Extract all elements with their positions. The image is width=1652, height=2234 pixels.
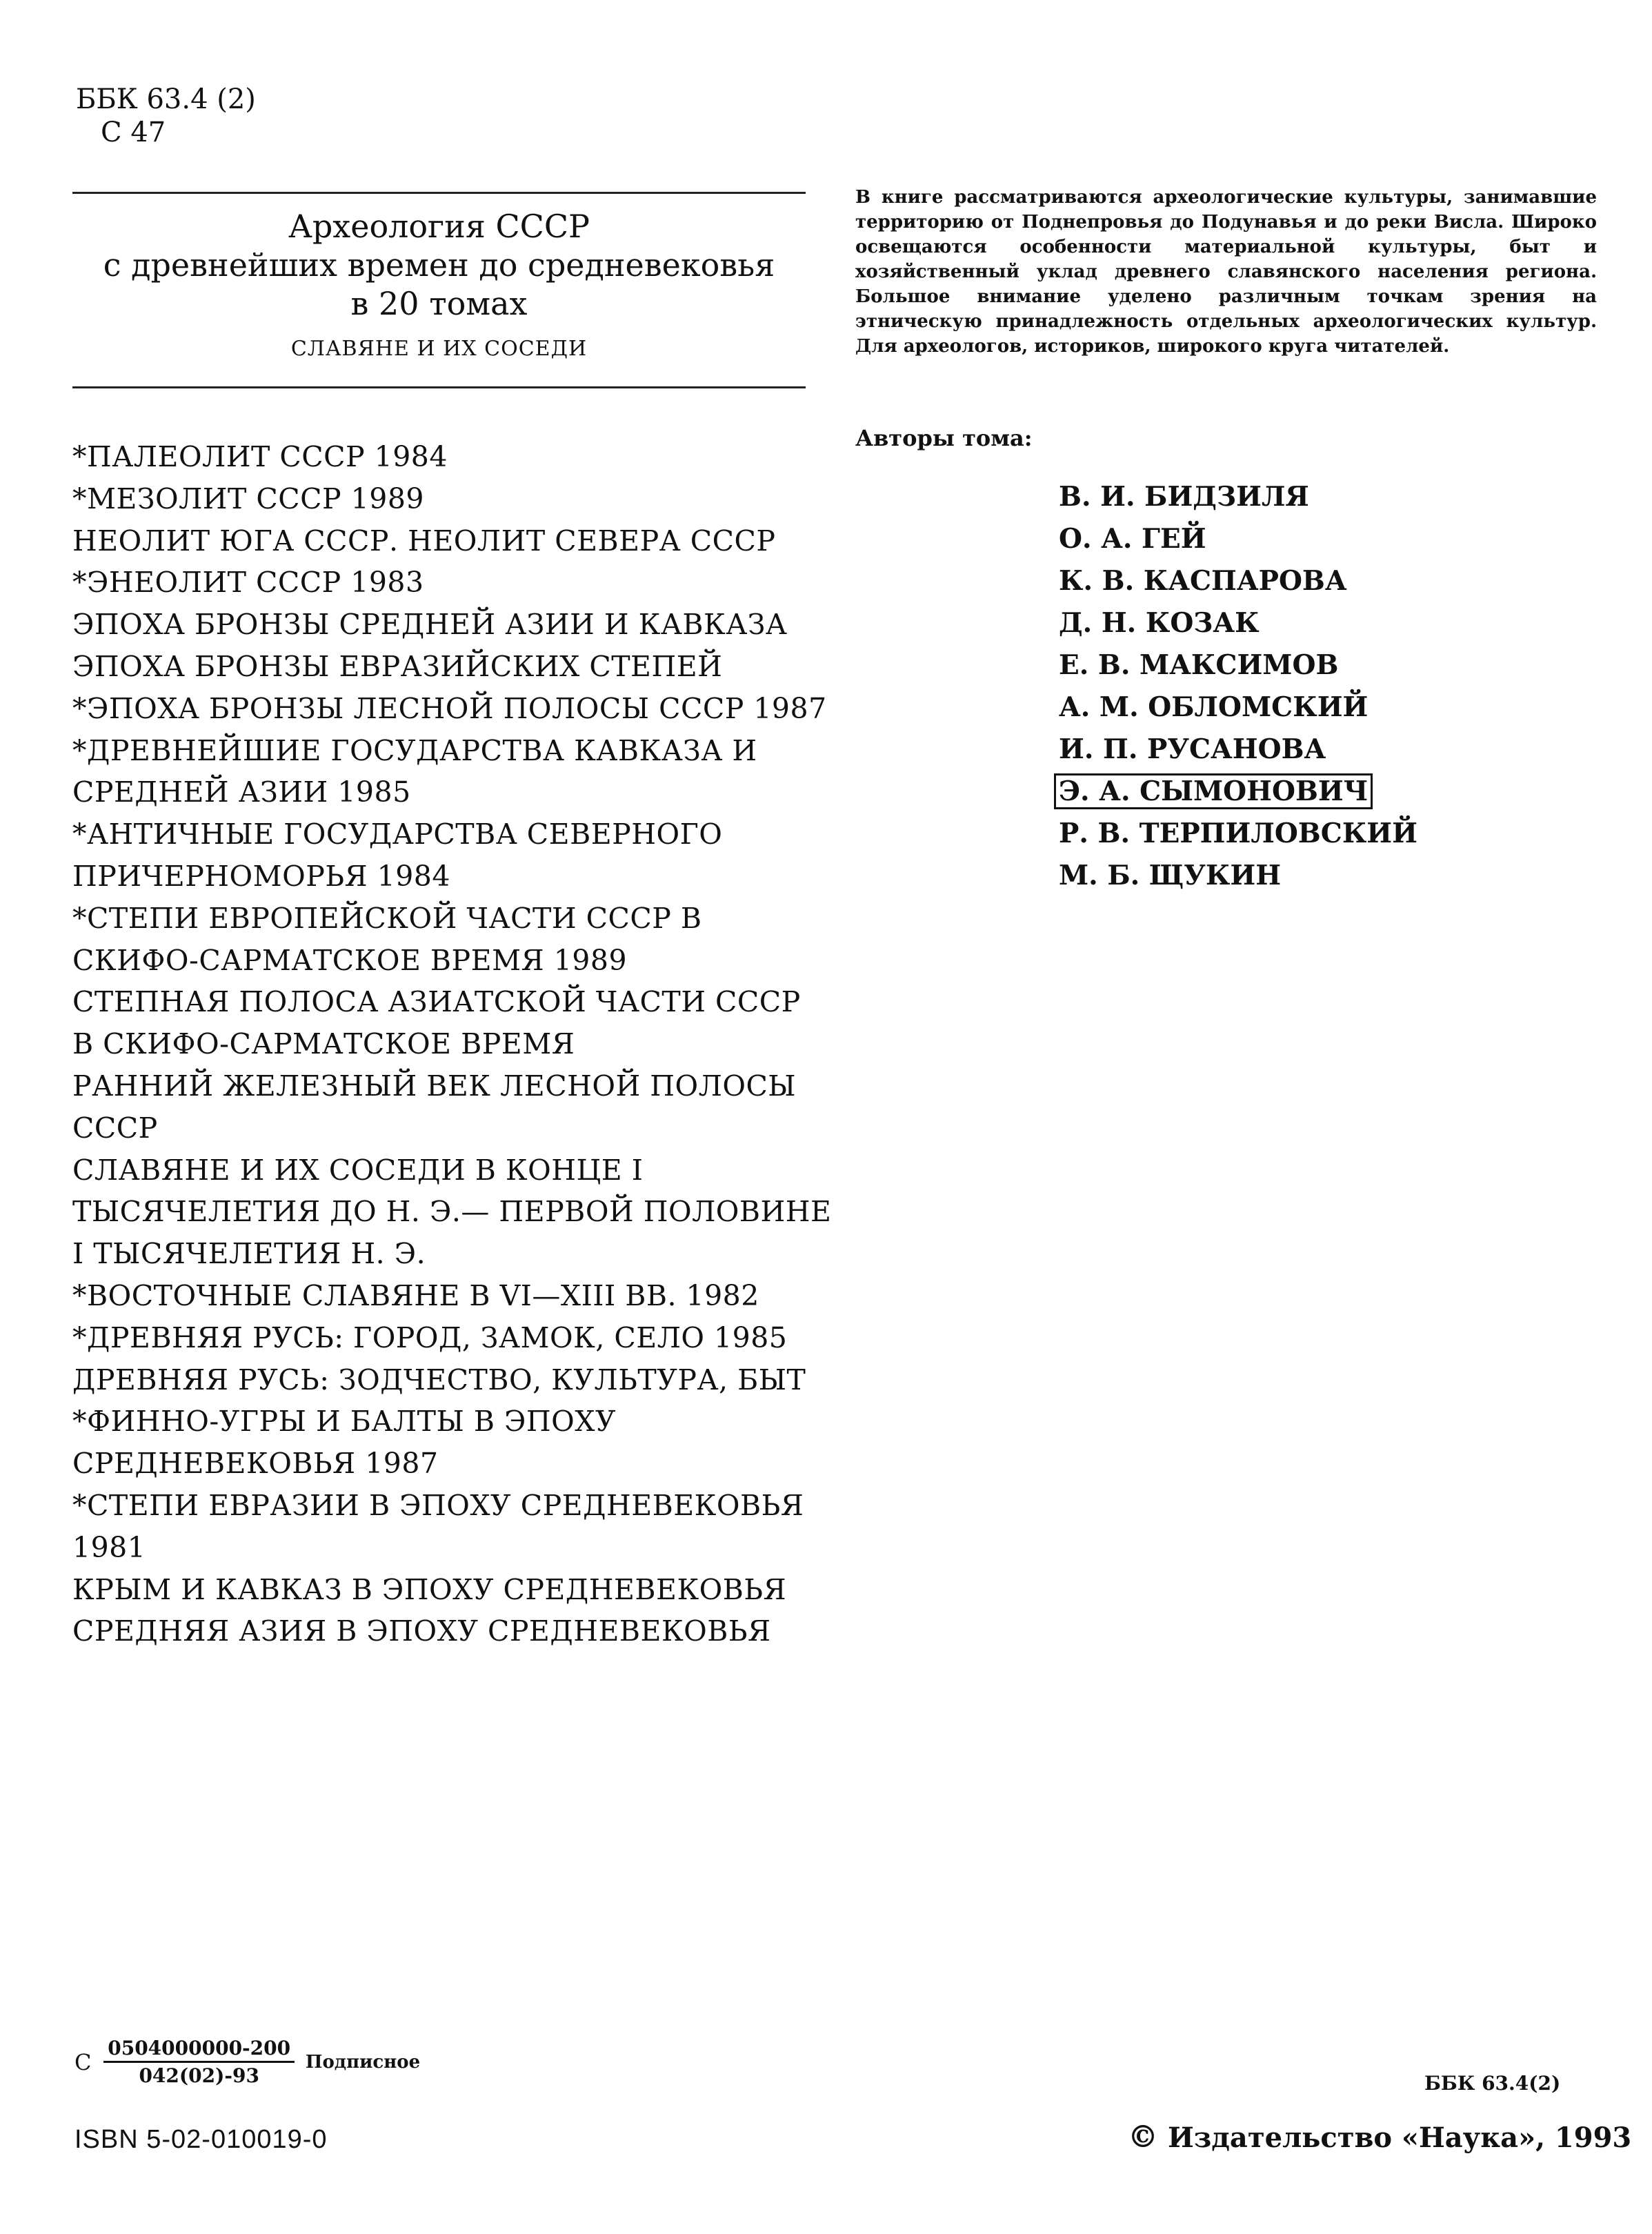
code-denominator: 042(02)-93 bbox=[139, 2064, 259, 2087]
series-title-line-2: с древнейших времен до средневековья bbox=[103, 246, 775, 284]
series-volume-list bbox=[72, 436, 832, 1652]
subscription-label: Подписное bbox=[305, 2051, 421, 2073]
volume-line: *ФИННО-УГРЫ И БАЛТЫ В ЭПОХУ bbox=[72, 1405, 617, 1439]
volume-line: *ДРЕВНЯЯ РУСЬ: ГОРОД, ЗАМОК, СЕЛО 1985 bbox=[72, 1321, 788, 1354]
publication-code bbox=[74, 2037, 420, 2087]
bbk-classification bbox=[76, 83, 256, 149]
authors-list bbox=[1059, 476, 1417, 897]
code-fraction bbox=[103, 2037, 295, 2087]
isbn: ISBN 5-02-010019-0 bbox=[74, 2125, 328, 2154]
volume-line: СТЕПНАЯ ПОЛОСА АЗИАТСКОЙ ЧАСТИ СССР bbox=[72, 985, 801, 1019]
series-title-line-3: в 20 томах bbox=[350, 285, 528, 322]
volume-line: СРЕДНЕЙ АЗИИ 1985 bbox=[72, 775, 411, 809]
copyright-text: Издательство «Наука», 1993 bbox=[1167, 2122, 1632, 2154]
volume-title: СЛАВЯНЕ И ИХ СОСЕДИ bbox=[290, 337, 588, 361]
volume-line: КРЫМ И КАВКАЗ В ЭПОХУ СРЕДНЕВЕКОВЬЯ bbox=[72, 1572, 787, 1606]
volume-line: СРЕДНЯЯ АЗИЯ В ЭПОХУ СРЕДНЕВЕКОВЬЯ bbox=[72, 1614, 771, 1648]
volume-line: СРЕДНЕВЕКОВЬЯ 1987 bbox=[72, 1447, 439, 1481]
volume-line: РАННИЙ ЖЕЛЕЗНЫЙ ВЕК ЛЕСНОЙ ПОЛОСЫ bbox=[72, 1069, 797, 1103]
volume-line: *МЕЗОЛИТ СССР 1989 bbox=[72, 482, 424, 515]
copyright-icon: © bbox=[1128, 2119, 1158, 2155]
volume-line: *СТЕПИ ЕВРОПЕЙСКОЙ ЧАСТИ СССР В bbox=[72, 901, 702, 935]
authors-label: Авторы тома: bbox=[855, 425, 1033, 451]
volume-line: СССР bbox=[72, 1111, 158, 1145]
volume-line: НЕОЛИТ ЮГА СССР. НЕОЛИТ СЕВЕРА СССР bbox=[72, 524, 776, 557]
author-name: В. И. БИДЗИЛЯ bbox=[1059, 481, 1309, 513]
author-name: Е. В. МАКСИМОВ bbox=[1059, 649, 1339, 681]
volume-line: ПРИЧЕРНОМОРЬЯ 1984 bbox=[72, 859, 450, 893]
series-title-line-1: Археология СССР bbox=[288, 208, 590, 245]
volume-line: *ЭПОХА БРОНЗЫ ЛЕСНОЙ ПОЛОСЫ СССР 1987 bbox=[72, 691, 827, 725]
author-name-highlighted bbox=[1059, 771, 1417, 813]
volume-line: ЭПОХА БРОНЗЫ ЕВРАЗИЙСКИХ СТЕПЕЙ bbox=[72, 649, 723, 683]
author-name: Д. Н. КОЗАК bbox=[1059, 607, 1260, 639]
header-rule-top bbox=[72, 192, 806, 194]
code-letter: С bbox=[74, 2048, 92, 2075]
volume-line: *СТЕПИ ЕВРАЗИИ В ЭПОХУ СРЕДНЕВЕКОВЬЯ bbox=[72, 1488, 804, 1522]
header-rule-bottom bbox=[72, 386, 806, 388]
author-name: А. М. ОБЛОМСКИЙ bbox=[1059, 691, 1369, 723]
volume-line: *ВОСТОЧНЫЕ СЛАВЯНЕ В VI—XIII ВВ. 1982 bbox=[72, 1278, 759, 1312]
book-annotation: В книге рассматриваются археологические культуры, занимавшие территорию от Поднепровья до Подунавья и до реки Висла. Широко освещаются особенности материальной культуры, быт и хозяйственный уклад древнего славянского населения региона. Большое внимание уделено различным точкам зрения на этническую принадлежность отдельных археологических культур. Для археологов, историков, широкого круга читателей. bbox=[855, 187, 1597, 357]
bbk-code: ББК 63.4 (2) bbox=[76, 83, 256, 115]
bbk-bottom: ББК 63.4(2) bbox=[1424, 2072, 1561, 2095]
author-name: М. Б. ЩУКИН bbox=[1059, 860, 1282, 891]
volume-line: ТЫСЯЧЕЛЕТИЯ ДО Н. Э.— ПЕРВОЙ ПОЛОВИНЕ bbox=[72, 1195, 832, 1229]
highlight-box: Э. А. СЫМОНОВИЧ bbox=[1054, 773, 1373, 809]
code-numerator: 0504000000-200 bbox=[103, 2037, 295, 2063]
volume-line: *ЭНЕОЛИТ СССР 1983 bbox=[72, 566, 424, 600]
volume-line: В СКИФО-САРМАТСКОЕ ВРЕМЯ bbox=[72, 1027, 575, 1061]
volume-line: *ДРЕВНЕЙШИЕ ГОСУДАРСТВА КАВКАЗА И bbox=[72, 733, 757, 767]
volume-line: *ПАЛЕОЛИТ СССР 1984 bbox=[72, 440, 448, 473]
volume-line: СЛАВЯНЕ И ИХ СОСЕДИ В КОНЦЕ I bbox=[72, 1153, 644, 1187]
volume-line: *АНТИЧНЫЕ ГОСУДАРСТВА СЕВЕРНОГО bbox=[72, 818, 723, 851]
author-name: Р. В. ТЕРПИЛОВСКИЙ bbox=[1059, 818, 1417, 849]
author-name: И. П. РУСАНОВА bbox=[1059, 733, 1326, 765]
series-header bbox=[72, 207, 806, 363]
author-name: К. В. КАСПАРОВА bbox=[1059, 565, 1347, 597]
author-mark: С 47 bbox=[101, 117, 166, 148]
volume-line: ДРЕВНЯЯ РУСЬ: ЗОДЧЕСТВО, КУЛЬТУРА, БЫТ bbox=[72, 1363, 806, 1396]
volume-line: 1981 bbox=[72, 1530, 146, 1564]
volume-line: I ТЫСЯЧЕЛЕТИЯ Н. Э. bbox=[72, 1237, 426, 1271]
author-name: О. А. ГЕЙ bbox=[1059, 523, 1206, 555]
volume-line: ЭПОХА БРОНЗЫ СРЕДНЕЙ АЗИИ И КАВКАЗА bbox=[72, 608, 788, 642]
copyright-line bbox=[1128, 2119, 1631, 2155]
volume-line: СКИФО-САРМАТСКОЕ ВРЕМЯ 1989 bbox=[72, 943, 628, 977]
